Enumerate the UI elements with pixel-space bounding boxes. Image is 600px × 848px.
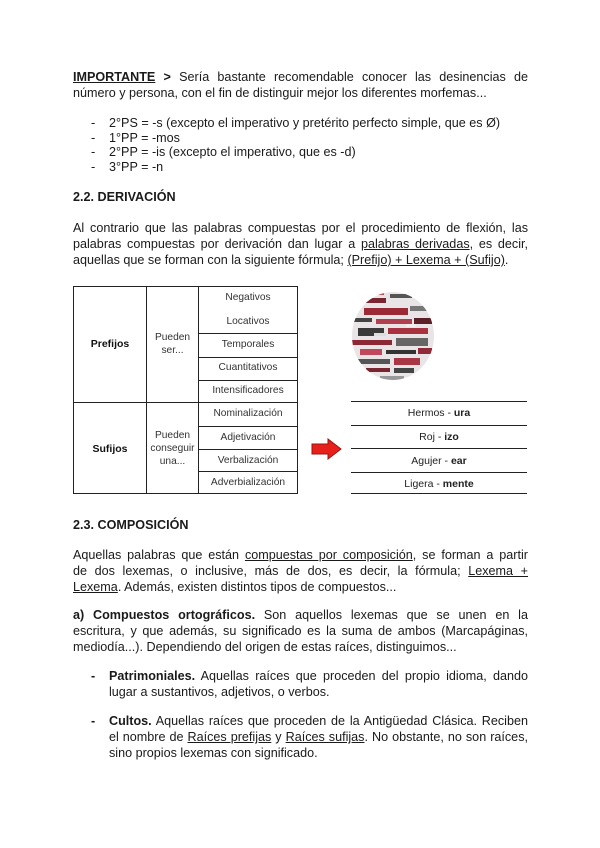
list-item: - 2°PS = -s (excepto el imperativo y pretérito perfecto simple, que es Ø) <box>91 116 501 130</box>
list-item: - 2°PP = -is (excepto el imperativo, que es -d) <box>91 145 356 159</box>
derivacion-paragraph: Al contrario que las palabras compuestas por el procedimiento de flexión, las palabras compuestas por derivación dan lugar a palabras derivadas, es decir, aquellas que se forman con la siguiente fórmula; (Prefijo) + Lexema + (Sufijo). <box>73 221 528 267</box>
compuestos-ortograficos-label: a) Compuestos ortográficos. <box>73 608 256 622</box>
affix-table <box>73 286 298 494</box>
examples-table <box>351 401 527 494</box>
important-line-2: número y persona, con el fin de distinguir mejor los diferentes morfemas... <box>73 86 487 100</box>
important-paragraph <box>73 69 528 101</box>
term-raices-sufijas: Raíces sufijas <box>285 730 365 744</box>
formula-composicion-part2: Lexema <box>73 580 118 594</box>
important-arrow: > <box>163 70 171 84</box>
list-item: - 3°PP = -n <box>91 159 164 174</box>
example-row: Agujer - ear <box>411 455 467 467</box>
important-line-1: IMPORTANTE > Sería bastante recomendable conocer las desinencias de <box>73 70 529 84</box>
sufijos-description: Pueden conseguir una... <box>150 430 195 467</box>
prefix-negativos: Negativos <box>225 292 271 303</box>
section-title-derivacion: 2.2. DERIVACIÓN <box>73 190 176 204</box>
word-cloud-image <box>350 288 436 384</box>
important-label: IMPORTANTE <box>73 70 156 84</box>
section-title-composicion: 2.3. COMPOSICIÓN <box>73 518 189 532</box>
suffix-verbalizacion: Verbalización <box>217 455 279 466</box>
arrow-right-icon <box>311 438 342 460</box>
list-item-patrimoniales: - Patrimoniales. Aquellas raíces que proceden del propio idioma, dando lugar a sustantivos, adjetivos, o verbos. <box>91 669 528 699</box>
prefix-cuantitativos: Cuantitativos <box>218 362 278 373</box>
term-raices-prefijas: Raíces prefijas <box>187 730 272 744</box>
list-item: - 1°PP = -mos <box>91 130 180 145</box>
term-palabras-derivadas: palabras derivadas <box>360 237 470 251</box>
term-compuestas-por-composicion: compuestas por composición <box>244 548 413 562</box>
formula-derivacion: (Prefijo) + Lexema + (Sufijo) <box>347 253 505 267</box>
formula-composicion-part1: Lexema + <box>468 564 528 578</box>
example-row: Roj - izo <box>419 431 459 443</box>
suffix-adverbializacion: Adverbialización <box>210 477 286 488</box>
suffix-adjetivacion: Adjetivación <box>220 432 276 443</box>
composicion-paragraph: Aquellas palabras que están compuestas por composición, se forman a partir de dos lexemas, o inclusive, más de dos, es decir, la fórmula; Lexema + Lexema. Además, existen distintos tipos de compuestos... <box>73 548 528 594</box>
prefijos-label: Prefijos <box>90 338 130 350</box>
example-row: Hermos - ura <box>407 407 471 419</box>
prefix-locativos: Locativos <box>226 316 270 327</box>
desinencias-list <box>91 116 500 174</box>
prefijos-description: Pueden ser... <box>154 332 191 356</box>
prefix-intensificadores: Intensificadores <box>212 385 284 396</box>
prefix-temporales: Temporales <box>221 339 275 350</box>
list-item-cultos: - Cultos. Aquellas raíces que proceden de la Antigüedad Clásica. Reciben el nombre de Raíces prefijas y Raíces sufijas. No obstante, no son raíces, sino propios lexemas con significado. <box>91 714 528 760</box>
compuestos-ortograficos-paragraph: a) Compuestos ortográficos. Son aquellos lexemas que se unen en la escritura, y que además, su significado es la suma de ambos (Marcapáginas, mediodía...). Dependiendo del origen de estas raíces, distinguimos... <box>73 608 528 654</box>
sufijos-label: Sufijos <box>92 443 128 455</box>
example-row: Ligera - mente <box>404 478 474 490</box>
suffix-nominalizacion: Nominalización <box>213 408 283 419</box>
